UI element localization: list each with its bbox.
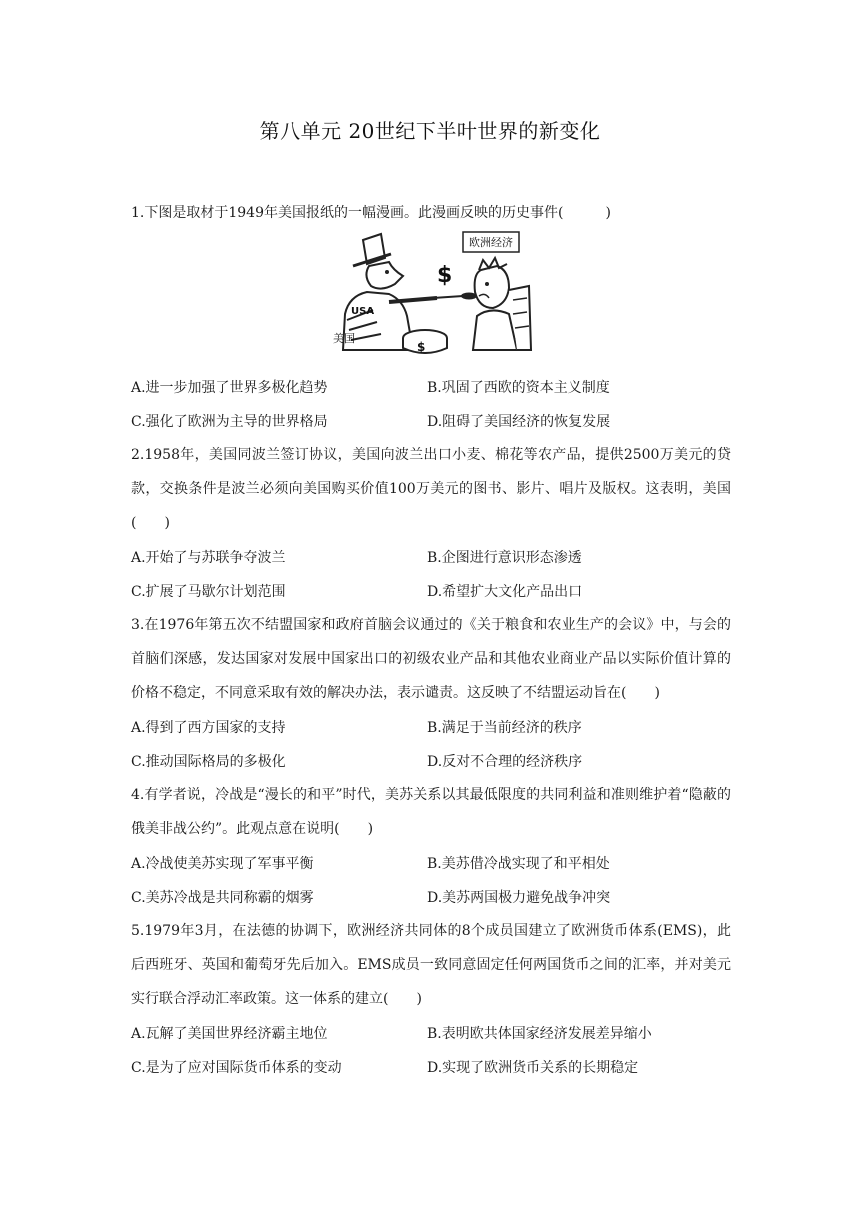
question-4-option-c[interactable]: C.美苏冷战是共同称霸的烟雾 xyxy=(131,890,314,906)
question-2-option-a[interactable]: A.开始了与苏联争夺波兰 xyxy=(131,550,286,566)
question-1-options-row-1 xyxy=(131,370,731,404)
cartoon-illustration xyxy=(131,230,731,370)
question-4-options-row-1 xyxy=(131,846,731,880)
svg-text:$: $ xyxy=(417,340,426,354)
question-4-stem: 4.有学者说，冷战是“漫长的和平”时代，美苏关系以其最低限度的共同利益和准则维护着“隐蔽的俄美非战公约”。此观点意在说明( ) xyxy=(131,787,731,837)
question-2-option-b[interactable]: B.企图进行意识形态渗透 xyxy=(427,550,582,566)
question-3-options-row-2 xyxy=(131,744,731,778)
question-4-option-b[interactable]: B.美苏借冷战实现了和平相处 xyxy=(427,856,610,872)
question-4-option-a[interactable]: A.冷战使美苏实现了军事平衡 xyxy=(131,856,314,872)
question-5-option-a[interactable]: A.瓦解了美国世界经济霸主地位 xyxy=(131,1026,328,1042)
question-5-option-d[interactable]: D.实现了欧洲货币关系的长期稳定 xyxy=(427,1060,639,1076)
question-4-options-row-2 xyxy=(131,880,731,914)
question-1-option-b[interactable]: B.巩固了西欧的资本主义制度 xyxy=(427,380,610,396)
question-5-option-b[interactable]: B.表明欧共体国家经济发展差异缩小 xyxy=(427,1026,652,1042)
page-title: 第八单元 20世纪下半叶世界的新变化 xyxy=(259,119,601,143)
question-3-option-b[interactable]: B.满足于当前经济的秩序 xyxy=(427,720,582,736)
question-3-option-d[interactable]: D.反对不合理的经济秩序 xyxy=(427,754,583,770)
question-1-option-c[interactable]: C.强化了欧洲为主导的世界格局 xyxy=(131,414,328,430)
question-3-options-row-1 xyxy=(131,710,731,744)
usa-label: 美国 xyxy=(333,332,355,345)
question-list xyxy=(131,196,731,1084)
question-2-option-d[interactable]: D.希望扩大文化产品出口 xyxy=(427,584,583,600)
question-5-stem: 5.1979年3月，在法德的协调下，欧洲经济共同体的8个成员国建立了欧洲货币体系(EMS)，此后西班牙、英国和葡萄牙先后加入。EMS成员一致同意固定任何两国货币之间的汇率，并对美元实行联合浮动汇率政策。这一体系的建立( ) xyxy=(131,923,731,1007)
question-2-options-row-2 xyxy=(131,574,731,608)
question-2-option-c[interactable]: C.扩展了马歇尔计划范围 xyxy=(131,584,286,600)
question-3-option-a[interactable]: A.得到了西方国家的支持 xyxy=(131,720,286,736)
question-2-options-row-1 xyxy=(131,540,731,574)
question-5-option-c[interactable]: C.是为了应对国际货币体系的变动 xyxy=(131,1060,342,1076)
usa-tag: USA xyxy=(351,306,375,317)
question-1-options-row-2 xyxy=(131,404,731,438)
question-1-option-d[interactable]: D.阻碍了美国经济的恢复发展 xyxy=(427,414,611,430)
question-5-options-row-1 xyxy=(131,1016,731,1050)
dollar-sign: $ xyxy=(437,263,453,288)
question-4-option-d[interactable]: D.美苏两国极力避免战争冲突 xyxy=(427,890,611,906)
question-5-options-row-2 xyxy=(131,1050,731,1084)
question-2-stem: 2.1958年，美国同波兰签订协议，美国向波兰出口小麦、棉花等农产品，提供2500万美元的贷款，交换条件是波兰必须向美国购买价值100万美元的图书、影片、唱片及版权。这表明，美国( ) xyxy=(131,447,731,531)
question-1-stem: 1.下图是取材于1949年美国报纸的一幅漫画。此漫画反映的历史事件( ) xyxy=(131,205,611,221)
europe-label: 欧洲经济 xyxy=(469,236,513,249)
question-3-stem: 3.在1976年第五次不结盟国家和政府首脑会议通过的《关于粮食和农业生产的会议》中，与会的首脑们深感，发达国家对发展中国家出口的初级农业产品和其他农业商业产品以实际价值计算的价格不稳定，不同意采取有效的解决办法，表示谴责。这反映了不结盟运动旨在( ) xyxy=(131,617,731,701)
marshall-plan-cartoon xyxy=(333,230,533,354)
question-3-option-c[interactable]: C.推动国际格局的多极化 xyxy=(131,754,286,770)
question-1-option-a[interactable]: A.进一步加强了世界多极化趋势 xyxy=(131,380,328,396)
